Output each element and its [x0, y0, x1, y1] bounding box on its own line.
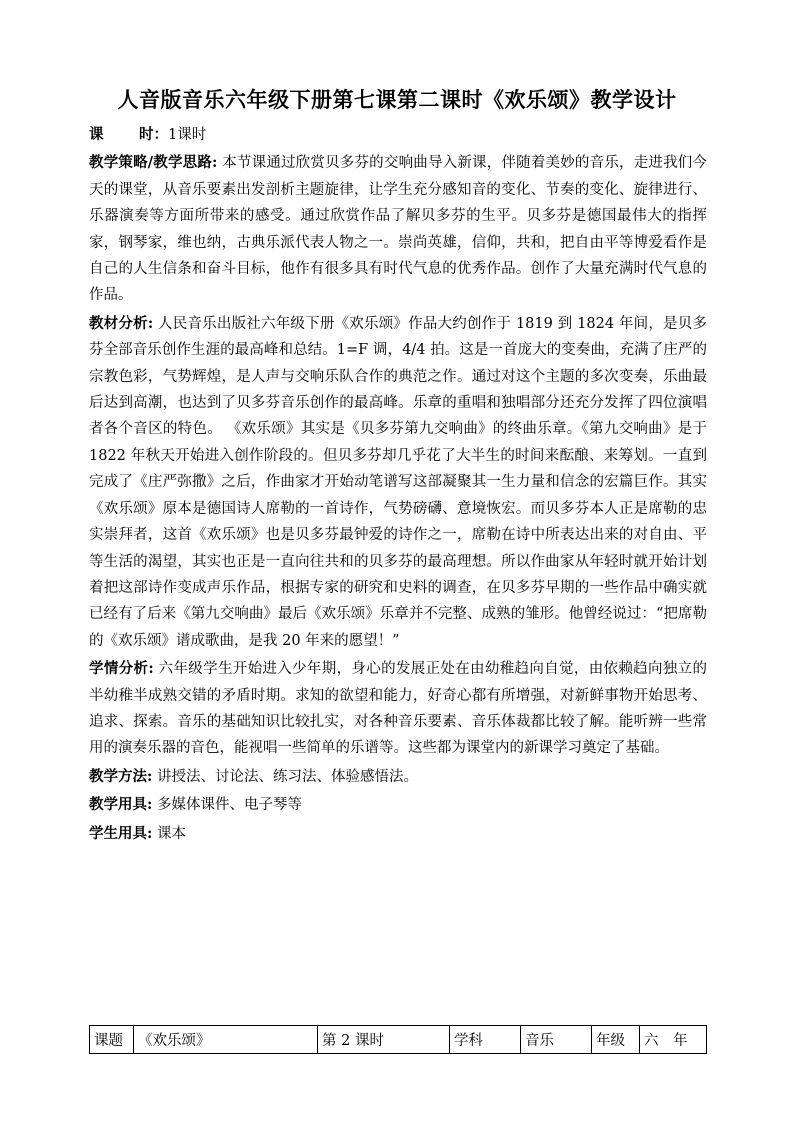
section-teaching-strategy: [89, 150, 707, 308]
table-cell-subject-label: 学科: [450, 1026, 521, 1054]
table-cell-grade-value: 六 年: [640, 1026, 707, 1054]
table-cell-period: 第 2 课时: [318, 1026, 450, 1054]
lesson-time-value: 1课时: [168, 127, 207, 143]
section-student-analysis: [89, 656, 707, 762]
section-label: 学生用具:: [89, 824, 153, 842]
section-label: 学情分析:: [89, 660, 154, 678]
section-text: 人民音乐出版社六年级下册《欢乐颂》作品大约创作于 1819 到 1824 年间，是贝多芬全部音乐创作生涯的最高峰和总结。1=F 调，4/4 拍。这是一首庞大的变奏曲，充满了庄严的宗教色彩，气势辉煌，是人声与交响乐队合作的典范之作。通过对这个主题的多次变奏，乐曲最后达到高潮，也达到了贝多芬音乐创作的最高峰。乐章的重唱和独唱部分还充分发挥了四位演唱者各个音区的特色。 《欢乐颂》其实是《贝多芬第九交响曲》的终曲乐章。《第九交响曲》是于 1822 年秋天开始进入创作阶段的。但贝多芬却几乎花了大半生的时间来酝酿、来筹划。一直到完成了《庄严弥撒》之后，作曲家才开始动笔谱写这部凝聚其一生力量和信念的宏篇巨作。其实《欢乐颂》原本是德国诗人席勒的一首诗作，气势磅礴、意境恢宏。而贝多芬本人正是席勒的忠实崇拜者，这首《欢乐颂》也是贝多芬最钟爱的诗作之一，席勒在诗中所表达出来的对自由、平等生活的渴望，其实也正是一直向往共和的贝多芬的最高理想。所以作曲家从年轻时就开始计划着把这部诗作变成声乐作品，根据专家的研究和史料的调查，在贝多芬早期的一些作品中确实就已经有了后来《第九交响曲》最后《欢乐颂》乐章并不完整、成熟的雏形。他曾经说过：“把席勒的《欢乐颂》谱成歌曲，是我 20 年来的愿望！”: [89, 315, 707, 649]
lesson-time-line: [89, 122, 707, 148]
table-cell-subject-value: 音乐: [521, 1026, 592, 1054]
table-cell-topic-label: 课题: [90, 1026, 134, 1054]
document-title: 人音版音乐六年级下册第七课第二课时《欢乐颂》教学设计: [117, 87, 677, 112]
section-label: 教材分析:: [89, 314, 154, 332]
section-teaching-tools: [89, 792, 707, 818]
section-text: 六年级学生开始进入少年期，身心的发展正处在由幼稚趋向自觉，由依赖趋向独立的半幼稚半成熟交错的矛盾时期。求知的欲望和能力，好奇心都有所增强，对新鲜事物开始思考、追求、探索。音乐的基础知识比较扎实，对各种音乐要素、音乐体裁都比较了解。能听辨一些常用的演奏乐器的音色，能视唱一些简单的乐谱等。这些都为课堂内的新课学习奠定了基础。: [89, 661, 708, 757]
section-text: 本节课通过欣赏贝多芬的交响曲导入新课，伴随着美妙的音乐，走进我们今天的课堂，从音乐要素出发剖析主题旋律，让学生充分感知音的变化、节奏的变化、旋律进行、乐器演奏等方面所带来的感受。通过欣赏作品了解贝多芬的生平。贝多芬是德国最伟大的指挥家，钢琴家，维也纳，古典乐派代表人物之一。崇尚英雄，信仰，共和，把自由平等博爱看作是自己的人生信条和奋斗目标，他作有很多具有时代气息的优秀作品。创作了大量充满时代气息的作品。: [89, 155, 707, 304]
section-material-analysis: [89, 311, 707, 654]
table-cell-grade-label: 年级: [592, 1026, 640, 1054]
section-text: 课本: [152, 825, 186, 842]
lesson-info-table: [89, 1025, 707, 1054]
section-label: 教学方法:: [89, 767, 153, 785]
table-row: [90, 1026, 707, 1054]
section-label: 教学用具:: [89, 796, 153, 814]
section-text: 讲授法、讨论法、练习法、体验感悟法。: [152, 768, 418, 785]
section-teaching-methods: [89, 764, 707, 790]
section-student-tools: [89, 821, 707, 847]
document-body: [89, 122, 707, 849]
table-cell-topic-value: 《欢乐颂》: [134, 1026, 318, 1054]
section-text: 多媒体课件、电子琴等: [152, 797, 302, 814]
lesson-time-label-a: 课: [89, 126, 104, 143]
section-label: 教学策略/教学思路:: [89, 154, 218, 172]
lesson-time-label-b: 时：: [139, 126, 168, 143]
